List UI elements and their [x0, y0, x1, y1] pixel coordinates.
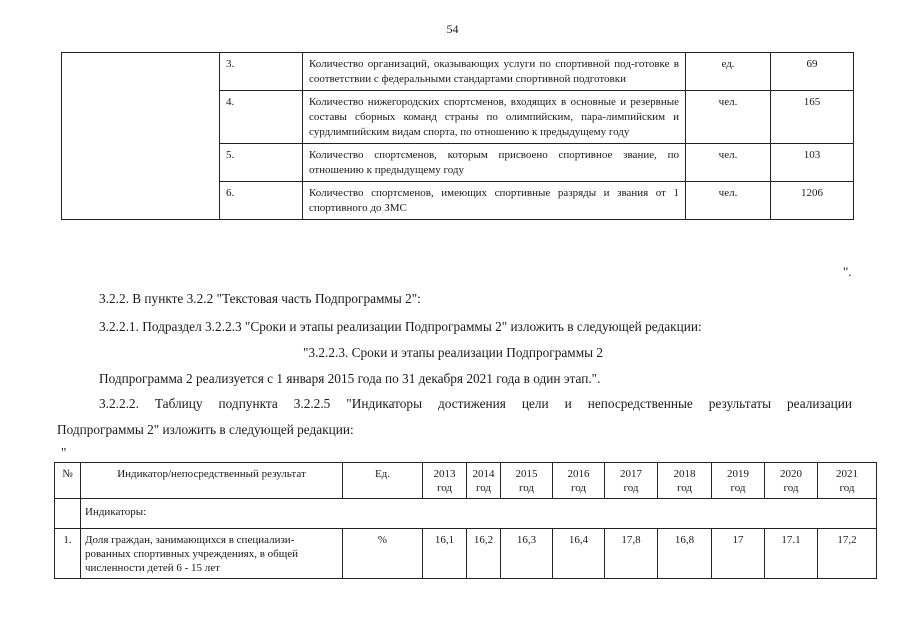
col-header-num: № [55, 463, 81, 499]
row-number: 3. [220, 53, 303, 91]
paragraph-period: Подпрограмма 2 реализуется с 1 января 2015 года по 31 декабря 2021 года в один этап.". [99, 371, 601, 386]
col-header-year: 2019 год [712, 463, 765, 499]
row-value: 1206 [771, 182, 854, 220]
table-header-row [55, 463, 877, 499]
row-number: 5. [220, 144, 303, 182]
row-description: Количество спортсменов, которым присвоено спортивное звание, по отношению к предыдущему году [303, 144, 686, 182]
paragraph-3-2-2: 3.2.2. В пункте 3.2.2 "Текстовая часть Подпрограммы 2": [99, 291, 421, 306]
row-unit: чел. [686, 182, 771, 220]
row-value: 17.1 [765, 529, 818, 579]
row-value: 165 [771, 91, 854, 144]
row-value: 69 [771, 53, 854, 91]
col-header-indicator: Индикатор/непосредственный результат [81, 463, 343, 499]
row-value: 17,8 [605, 529, 658, 579]
paragraph-3-2-2-2-cont: Подпрограммы 2" изложить в следующей редакции: [57, 422, 354, 437]
col-header-unit: Ед. [343, 463, 423, 499]
merged-blank-cell [62, 53, 220, 220]
col-header-year: 2018 год [658, 463, 712, 499]
row-value: 16,2 [467, 529, 501, 579]
row-value: 16,1 [423, 529, 467, 579]
closing-quote-mark: ". [843, 264, 852, 279]
opening-quote-mark: " [61, 445, 67, 460]
table-row [55, 529, 877, 579]
row-value: 103 [771, 144, 854, 182]
empty-cell [55, 499, 81, 529]
row-value: 16,8 [658, 529, 712, 579]
col-header-year: 2016 год [553, 463, 605, 499]
col-header-year: 2017 год [605, 463, 658, 499]
row-value: 16,4 [553, 529, 605, 579]
row-description: Количество нижегородских спортсменов, входящих в основные и резервные составы сборных команд страны по олимпийским, пара-лимпийским и сурдлимпийским видам спорта, по отношению к предыдущему году [303, 91, 686, 144]
section-label: Индикаторы: [81, 499, 877, 529]
row-number: 1. [55, 529, 81, 579]
row-description: Доля граждан, занимающихся в специализи-рованных спортивных учреждениях, в общей численности детей 6 - 15 лет [81, 529, 343, 579]
col-header-year: 2015 год [501, 463, 553, 499]
row-value: 17,2 [818, 529, 877, 579]
col-header-year: 2020 год [765, 463, 818, 499]
paragraph-3-2-2-1: 3.2.2.1. Подраздел 3.2.2.3 "Сроки и этапы реализации Подпрограммы 2" изложить в следующей редакции: [99, 319, 702, 334]
col-header-year: 2014 год [467, 463, 501, 499]
row-description: Количество организаций, оказывающих услуги по спортивной под-готовке в соответствии с федеральными стандартами спортивной подготовки [303, 53, 686, 91]
row-number: 6. [220, 182, 303, 220]
row-value: 17 [712, 529, 765, 579]
row-unit: % [343, 529, 423, 579]
row-description: Количество спортсменов, имеющих спортивные разряды и звания от 1 спортивного до ЗМС [303, 182, 686, 220]
row-unit: чел. [686, 144, 771, 182]
row-unit: ед. [686, 53, 771, 91]
row-value: 16,3 [501, 529, 553, 579]
col-header-year: 2013 год [423, 463, 467, 499]
indicators-table [54, 462, 877, 579]
col-header-year: 2021 год [818, 463, 877, 499]
top-indicators-table [61, 52, 854, 220]
row-number: 4. [220, 91, 303, 144]
page-number: 54 [446, 22, 459, 36]
row-unit: чел. [686, 91, 771, 144]
paragraph-3-2-2-2: 3.2.2.2. Таблицу подпункта 3.2.2.5 "Индикаторы достижения цели и непосредственные результаты реализации [99, 396, 852, 411]
subsection-heading: "3.2.2.3. Сроки и этапы реализации Подпрограммы 2 [303, 345, 604, 360]
table-row [62, 53, 854, 91]
section-row [55, 499, 877, 529]
